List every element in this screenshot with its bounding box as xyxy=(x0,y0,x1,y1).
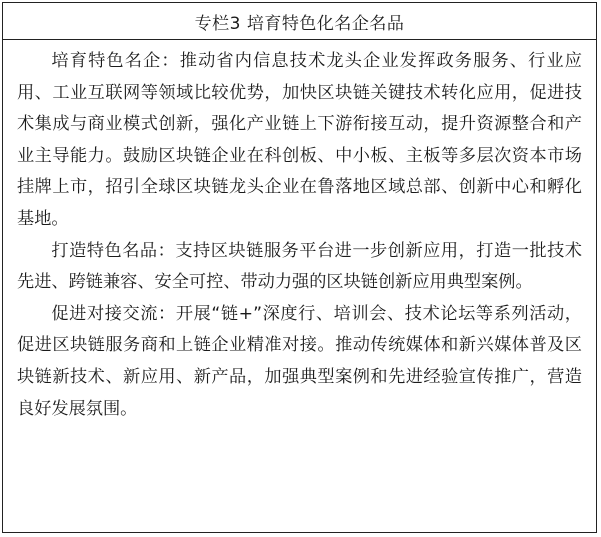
column-title: 专栏3 培育特色化名企名品 xyxy=(3,3,596,40)
column-body xyxy=(3,40,596,425)
paragraph-cultivate-enterprises: 培育特色名企：推动省内信息技术龙头企业发挥政务服务、行业应用、工业互联网等领域比较优势，加快区块链关键技术转化应用，促进技术集成与商业模式创新，强化产业链上下游衔接互动，提升资源整合和产业主导能力。鼓励区块链企业在科创板、中小板、主板等多层次资本市场挂牌上市，招引全球区块链龙头企业在鲁落地区域总部、创新中心和孵化基地。 xyxy=(17,51,582,229)
paragraph-create-products: 打造特色名品：支持区块链服务平台进一步创新应用，打造一批技术先进、跨链兼容、安全可控、带动力强的区块链创新应用典型案例。 xyxy=(17,240,582,293)
paragraph-promote-exchange: 促进对接交流：开展“链+”深度行、培训会、技术论坛等系列活动，促进区块链服务商和上链企业精准对接。推动传统媒体和新兴媒体普及区块链新技术、新应用、新产品，加强典型案例和先进经验宣传推广，营造良好发展氛围。 xyxy=(17,303,582,419)
column-box xyxy=(2,2,597,533)
